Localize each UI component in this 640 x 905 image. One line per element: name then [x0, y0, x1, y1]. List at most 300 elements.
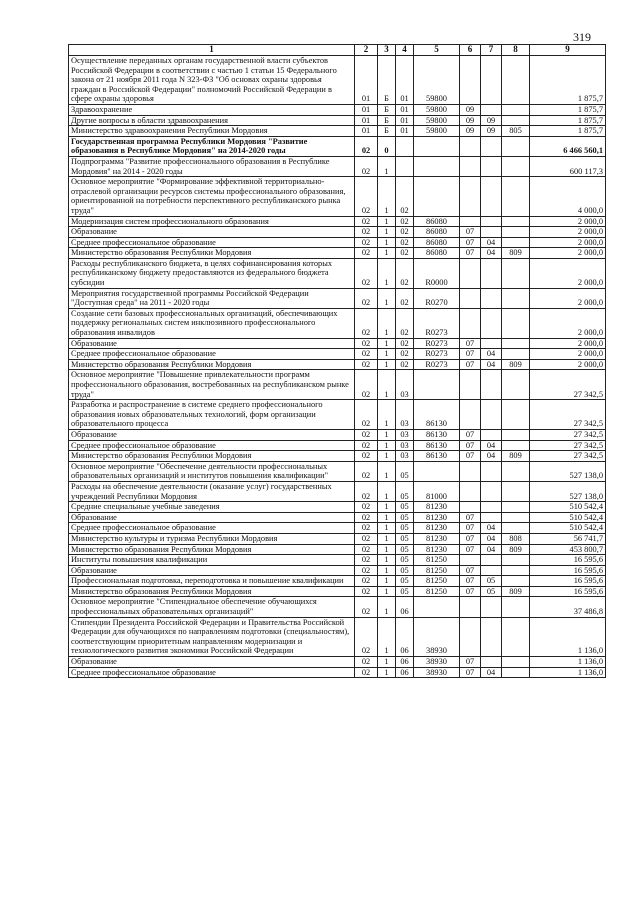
row-code-5 — [414, 177, 460, 216]
table-row — [69, 115, 606, 126]
row-name: Министерство образования Республики Мордовия — [69, 451, 355, 462]
row-code-6: 07 — [460, 227, 481, 238]
row-code-8: 809 — [502, 248, 530, 259]
row-name: Министерство образования Республики Мордовия — [69, 248, 355, 259]
row-amount: 2 000,0 — [530, 237, 606, 248]
col-header-2: 2 — [355, 45, 378, 56]
row-code-7 — [481, 156, 502, 176]
row-code-6: 07 — [460, 248, 481, 259]
row-code-2: 02 — [355, 248, 378, 259]
row-amount: 16 595,6 — [530, 586, 606, 597]
row-code-7: 05 — [481, 576, 502, 587]
row-code-2: 02 — [355, 617, 378, 656]
row-code-6: 07 — [460, 576, 481, 587]
table-row — [69, 338, 606, 349]
row-code-3: 1 — [378, 308, 396, 338]
row-name: Здравоохранение — [69, 104, 355, 115]
row-code-4: 03 — [396, 451, 414, 462]
table-row — [69, 555, 606, 566]
row-amount: 527 138,0 — [530, 461, 606, 481]
table-row — [69, 136, 606, 156]
row-code-6: 07 — [460, 237, 481, 248]
row-code-6: 07 — [460, 667, 481, 678]
row-code-3: 1 — [378, 156, 396, 176]
row-code-6: 07 — [460, 451, 481, 462]
row-code-4: 06 — [396, 617, 414, 656]
row-code-8 — [502, 349, 530, 360]
row-code-6 — [460, 481, 481, 501]
row-code-3: 1 — [378, 338, 396, 349]
table-row — [69, 544, 606, 555]
row-code-3: 1 — [378, 617, 396, 656]
row-name: Среднее профессиональное образование — [69, 523, 355, 534]
row-amount: 1 136,0 — [530, 617, 606, 656]
row-code-2: 01 — [355, 56, 378, 105]
row-code-5: 38930 — [414, 667, 460, 678]
table-row — [69, 657, 606, 668]
row-code-2: 02 — [355, 400, 378, 430]
row-code-2: 02 — [355, 308, 378, 338]
row-amount: 27 342,5 — [530, 370, 606, 400]
row-code-5: R0270 — [414, 288, 460, 308]
row-code-5: 81250 — [414, 555, 460, 566]
row-code-2: 01 — [355, 115, 378, 126]
row-code-2: 02 — [355, 576, 378, 587]
row-amount: 56 741,7 — [530, 533, 606, 544]
row-code-2: 02 — [355, 451, 378, 462]
row-code-4: 03 — [396, 400, 414, 430]
row-code-4: 05 — [396, 481, 414, 501]
col-header-3: 3 — [378, 45, 396, 56]
row-code-2: 02 — [355, 555, 378, 566]
row-code-5: R0273 — [414, 338, 460, 349]
row-amount: 27 342,5 — [530, 429, 606, 440]
row-code-8 — [502, 440, 530, 451]
row-code-8 — [502, 370, 530, 400]
row-code-7 — [481, 216, 502, 227]
row-code-6: 07 — [460, 440, 481, 451]
row-code-6 — [460, 461, 481, 481]
row-code-7: 04 — [481, 451, 502, 462]
col-header-7: 7 — [481, 45, 502, 56]
row-code-5: 59800 — [414, 115, 460, 126]
row-code-5: R0273 — [414, 349, 460, 360]
row-name: Образование — [69, 227, 355, 238]
row-code-5: 38930 — [414, 657, 460, 668]
row-name: Образование — [69, 429, 355, 440]
row-code-2: 02 — [355, 429, 378, 440]
row-code-4: 02 — [396, 338, 414, 349]
row-code-8 — [502, 502, 530, 513]
row-code-3: 1 — [378, 576, 396, 587]
row-code-7: 05 — [481, 586, 502, 597]
col-header-8: 8 — [502, 45, 530, 56]
row-amount: 27 342,5 — [530, 440, 606, 451]
row-code-8 — [502, 177, 530, 216]
row-code-2: 02 — [355, 502, 378, 513]
table-row — [69, 237, 606, 248]
row-code-4: 01 — [396, 56, 414, 105]
row-code-4: 05 — [396, 533, 414, 544]
row-code-8: 809 — [502, 451, 530, 462]
row-name: Расходы республиканского бюджета, в целях софинансирования которых республиканскому бюджету предоставляются из федерального бюджета субсидии — [69, 258, 355, 288]
table-row — [69, 667, 606, 678]
row-code-7: 09 — [481, 126, 502, 137]
row-code-3: Б — [378, 56, 396, 105]
row-amount: 510 542,4 — [530, 523, 606, 534]
row-code-7: 04 — [481, 440, 502, 451]
row-code-6 — [460, 502, 481, 513]
row-code-2: 02 — [355, 338, 378, 349]
row-code-3: 1 — [378, 288, 396, 308]
row-name: Министерство здравоохранения Республики Мордовия — [69, 126, 355, 137]
table-row — [69, 440, 606, 451]
row-code-7 — [481, 657, 502, 668]
row-name: Среднее профессиональное образование — [69, 237, 355, 248]
table-row — [69, 481, 606, 501]
row-code-3: 1 — [378, 565, 396, 576]
header-row — [69, 45, 606, 56]
row-code-5 — [414, 597, 460, 617]
row-code-4: 05 — [396, 523, 414, 534]
table-row — [69, 288, 606, 308]
row-code-3: 1 — [378, 258, 396, 288]
row-name: Основное мероприятие "Обеспечение деятельности профессиональных образовательных организаций и институтов повышения квалификации" — [69, 461, 355, 481]
table-row — [69, 523, 606, 534]
row-code-2: 02 — [355, 349, 378, 360]
row-code-3: 1 — [378, 523, 396, 534]
row-code-8 — [502, 216, 530, 227]
row-code-4: 05 — [396, 576, 414, 587]
row-code-6 — [460, 370, 481, 400]
row-name: Создание сети базовых профессиональных организаций, обеспечивающих поддержку региональных систем инклюзивного профессионального образования инвалидов — [69, 308, 355, 338]
row-code-8 — [502, 338, 530, 349]
row-name: Министерство образования Республики Мордовия — [69, 359, 355, 370]
row-code-2: 02 — [355, 597, 378, 617]
row-name: Разработка и распространение в системе среднего профессионального образования новых образовательных технологий, форм организации образовательного процесса — [69, 400, 355, 430]
row-code-6 — [460, 156, 481, 176]
row-name: Модернизация систем профессионального образования — [69, 216, 355, 227]
row-code-8 — [502, 523, 530, 534]
row-code-3: 1 — [378, 461, 396, 481]
row-code-6 — [460, 597, 481, 617]
row-code-8 — [502, 576, 530, 587]
row-code-2: 02 — [355, 533, 378, 544]
row-code-3: 1 — [378, 440, 396, 451]
row-code-4: 01 — [396, 126, 414, 137]
row-code-5: R0273 — [414, 359, 460, 370]
row-amount: 16 595,6 — [530, 565, 606, 576]
row-code-3: 1 — [378, 597, 396, 617]
row-code-7: 09 — [481, 115, 502, 126]
row-code-4: 02 — [396, 258, 414, 288]
row-code-7 — [481, 177, 502, 216]
row-code-8 — [502, 657, 530, 668]
row-code-4: 02 — [396, 227, 414, 238]
row-code-4: 03 — [396, 440, 414, 451]
table-body — [69, 56, 606, 678]
row-code-6 — [460, 177, 481, 216]
row-amount: 6 466 560,1 — [530, 136, 606, 156]
row-code-7 — [481, 370, 502, 400]
row-code-5 — [414, 370, 460, 400]
row-code-5: 81230 — [414, 502, 460, 513]
row-code-2: 02 — [355, 359, 378, 370]
row-name: Основное мероприятие "Стипендиальное обеспечение обучающихся профессиональных образовательных организаций" — [69, 597, 355, 617]
row-name: Образование — [69, 657, 355, 668]
row-code-3: Б — [378, 126, 396, 137]
row-code-2: 02 — [355, 177, 378, 216]
row-amount: 510 542,4 — [530, 502, 606, 513]
row-code-7 — [481, 502, 502, 513]
row-code-2: 02 — [355, 440, 378, 451]
row-code-5: 59800 — [414, 56, 460, 105]
row-code-2: 02 — [355, 481, 378, 501]
row-code-8 — [502, 555, 530, 566]
row-amount: 1 875,7 — [530, 104, 606, 115]
row-amount: 2 000,0 — [530, 288, 606, 308]
row-code-3: 1 — [378, 586, 396, 597]
row-code-5: 86080 — [414, 216, 460, 227]
row-code-8 — [502, 237, 530, 248]
row-name: Институты повышения квалификации — [69, 555, 355, 566]
col-header-5: 5 — [414, 45, 460, 56]
row-code-4 — [396, 156, 414, 176]
row-code-3: 1 — [378, 400, 396, 430]
row-amount: 16 595,6 — [530, 576, 606, 587]
row-code-8 — [502, 429, 530, 440]
row-code-5: 86080 — [414, 227, 460, 238]
row-code-4: 02 — [396, 349, 414, 360]
row-code-2: 02 — [355, 288, 378, 308]
row-code-2: 02 — [355, 156, 378, 176]
row-code-6 — [460, 288, 481, 308]
row-code-7 — [481, 461, 502, 481]
row-code-3: 1 — [378, 533, 396, 544]
table-row — [69, 597, 606, 617]
row-code-3: 1 — [378, 227, 396, 238]
row-code-7: 04 — [481, 349, 502, 360]
row-amount: 2 000,0 — [530, 227, 606, 238]
row-code-4: 05 — [396, 502, 414, 513]
row-code-4: 02 — [396, 288, 414, 308]
row-code-2: 02 — [355, 586, 378, 597]
row-amount: 2 000,0 — [530, 248, 606, 259]
table-row — [69, 216, 606, 227]
row-code-8 — [502, 136, 530, 156]
row-code-4: 02 — [396, 177, 414, 216]
row-code-8: 809 — [502, 544, 530, 555]
row-code-6: 07 — [460, 657, 481, 668]
row-code-2: 02 — [355, 258, 378, 288]
row-code-7: 04 — [481, 523, 502, 534]
row-code-6: 07 — [460, 544, 481, 555]
row-code-7: 04 — [481, 248, 502, 259]
row-code-8 — [502, 308, 530, 338]
row-code-6 — [460, 216, 481, 227]
row-code-6 — [460, 400, 481, 430]
row-name: Стипендии Президента Российской Федерации и Правительства Российской Федерации для обучающихся по направлениям подготовки (специальностям), соответствующим приоритетным направлениям модернизации и технологического развития экономики Российской Федерации — [69, 617, 355, 656]
row-code-7 — [481, 565, 502, 576]
row-code-7 — [481, 481, 502, 501]
row-code-4: 01 — [396, 115, 414, 126]
row-code-2: 02 — [355, 227, 378, 238]
col-header-9: 9 — [530, 45, 606, 56]
row-code-8: 808 — [502, 533, 530, 544]
table-row — [69, 461, 606, 481]
row-code-3: 1 — [378, 359, 396, 370]
row-code-5: 81250 — [414, 586, 460, 597]
row-code-3: 1 — [378, 544, 396, 555]
budget-table — [68, 44, 606, 678]
row-code-8 — [502, 597, 530, 617]
row-code-6: 07 — [460, 533, 481, 544]
row-code-8 — [502, 617, 530, 656]
row-code-6: 09 — [460, 115, 481, 126]
row-code-3: 1 — [378, 248, 396, 259]
table-row — [69, 248, 606, 259]
table-row — [69, 308, 606, 338]
row-code-7 — [481, 617, 502, 656]
row-code-2: 02 — [355, 461, 378, 481]
row-code-8 — [502, 56, 530, 105]
row-code-3: 1 — [378, 512, 396, 523]
row-code-7 — [481, 555, 502, 566]
row-name: Министерство образования Республики Мордовия — [69, 544, 355, 555]
row-code-7 — [481, 512, 502, 523]
row-code-5: R0273 — [414, 308, 460, 338]
row-code-7: 04 — [481, 359, 502, 370]
row-code-7 — [481, 429, 502, 440]
row-name: Образование — [69, 565, 355, 576]
row-amount: 1 136,0 — [530, 667, 606, 678]
row-code-3: 1 — [378, 502, 396, 513]
row-code-3: 1 — [378, 237, 396, 248]
row-code-7 — [481, 338, 502, 349]
row-code-7 — [481, 227, 502, 238]
table-row — [69, 349, 606, 360]
row-code-5: R0000 — [414, 258, 460, 288]
table-row — [69, 359, 606, 370]
row-amount: 1 875,7 — [530, 56, 606, 105]
row-code-5: 38930 — [414, 617, 460, 656]
row-amount: 2 000,0 — [530, 308, 606, 338]
row-amount: 4 000,0 — [530, 177, 606, 216]
row-code-8 — [502, 227, 530, 238]
row-code-2: 01 — [355, 126, 378, 137]
row-code-3: 0 — [378, 136, 396, 156]
row-code-5 — [414, 461, 460, 481]
row-code-8 — [502, 104, 530, 115]
row-code-4: 06 — [396, 597, 414, 617]
row-amount: 2 000,0 — [530, 338, 606, 349]
table-row — [69, 586, 606, 597]
row-amount: 600 117,3 — [530, 156, 606, 176]
row-name: Осуществление переданных органам государственной власти субъектов Российской Федерации в соответствии с частью 1 статьи 15 Федерального закона от 21 ноября 2011 года N 323-ФЗ "Об основах охраны здоровья граждан в Российской Федерации" полномочий Российской Федерации в сфере охраны здоровья — [69, 56, 355, 105]
row-name: Среднее профессиональное образование — [69, 349, 355, 360]
row-code-3: 1 — [378, 451, 396, 462]
row-name: Расходы на обеспечение деятельности (оказание услуг) государственных учреждений Республики Мордовия — [69, 481, 355, 501]
row-code-4: 03 — [396, 429, 414, 440]
row-code-2: 02 — [355, 523, 378, 534]
table-row — [69, 126, 606, 137]
row-code-8: 809 — [502, 586, 530, 597]
table-row — [69, 258, 606, 288]
row-amount: 2 000,0 — [530, 258, 606, 288]
row-code-6 — [460, 617, 481, 656]
row-name: Профессиональная подготовка, переподготовка и повышение квалификации — [69, 576, 355, 587]
table-row — [69, 576, 606, 587]
row-name: Образование — [69, 338, 355, 349]
row-code-8 — [502, 288, 530, 308]
row-code-8 — [502, 115, 530, 126]
row-code-8: 805 — [502, 126, 530, 137]
row-code-4: 05 — [396, 544, 414, 555]
row-code-4: 03 — [396, 370, 414, 400]
row-code-2: 02 — [355, 565, 378, 576]
row-code-5: 81230 — [414, 544, 460, 555]
row-code-3: Б — [378, 115, 396, 126]
row-code-4: 02 — [396, 359, 414, 370]
row-code-2: 02 — [355, 370, 378, 400]
row-code-4: 02 — [396, 237, 414, 248]
row-code-5: 59800 — [414, 126, 460, 137]
row-name: Основное мероприятие "Формирование эффективной территориально-отраслевой организации ресурсов системы профессионального образования, ориентированной на потребности перспективного республиканского рынка труда" — [69, 177, 355, 216]
table-row — [69, 533, 606, 544]
row-amount: 2 000,0 — [530, 349, 606, 360]
row-code-2: 01 — [355, 104, 378, 115]
row-code-4: 05 — [396, 565, 414, 576]
row-code-4 — [396, 136, 414, 156]
table-row — [69, 156, 606, 176]
row-amount: 1 875,7 — [530, 115, 606, 126]
row-code-2: 02 — [355, 512, 378, 523]
row-code-4: 05 — [396, 512, 414, 523]
table-row — [69, 370, 606, 400]
row-code-7 — [481, 400, 502, 430]
row-code-6: 07 — [460, 338, 481, 349]
row-name: Другие вопросы в области здравоохранения — [69, 115, 355, 126]
row-code-2: 02 — [355, 136, 378, 156]
row-code-8 — [502, 156, 530, 176]
row-code-4: 01 — [396, 104, 414, 115]
row-code-5 — [414, 136, 460, 156]
row-code-2: 02 — [355, 216, 378, 227]
row-code-5: 59800 — [414, 104, 460, 115]
row-name: Образование — [69, 512, 355, 523]
row-code-6: 07 — [460, 523, 481, 534]
row-code-6 — [460, 308, 481, 338]
row-code-6: 07 — [460, 586, 481, 597]
row-code-5: 86130 — [414, 440, 460, 451]
row-code-3: Б — [378, 104, 396, 115]
row-code-7 — [481, 258, 502, 288]
col-header-4: 4 — [396, 45, 414, 56]
row-name: Мероприятия государственной программы Российской Федерации "Доступная среда" на 2011 - 2020 годы — [69, 288, 355, 308]
row-code-3: 1 — [378, 177, 396, 216]
row-code-5: 81230 — [414, 533, 460, 544]
row-code-5: 86130 — [414, 400, 460, 430]
table-row — [69, 400, 606, 430]
row-code-8 — [502, 667, 530, 678]
row-code-7 — [481, 56, 502, 105]
row-code-5: 81230 — [414, 523, 460, 534]
table-row — [69, 512, 606, 523]
row-code-8 — [502, 400, 530, 430]
row-code-4: 06 — [396, 657, 414, 668]
row-code-3: 1 — [378, 657, 396, 668]
row-code-5 — [414, 156, 460, 176]
